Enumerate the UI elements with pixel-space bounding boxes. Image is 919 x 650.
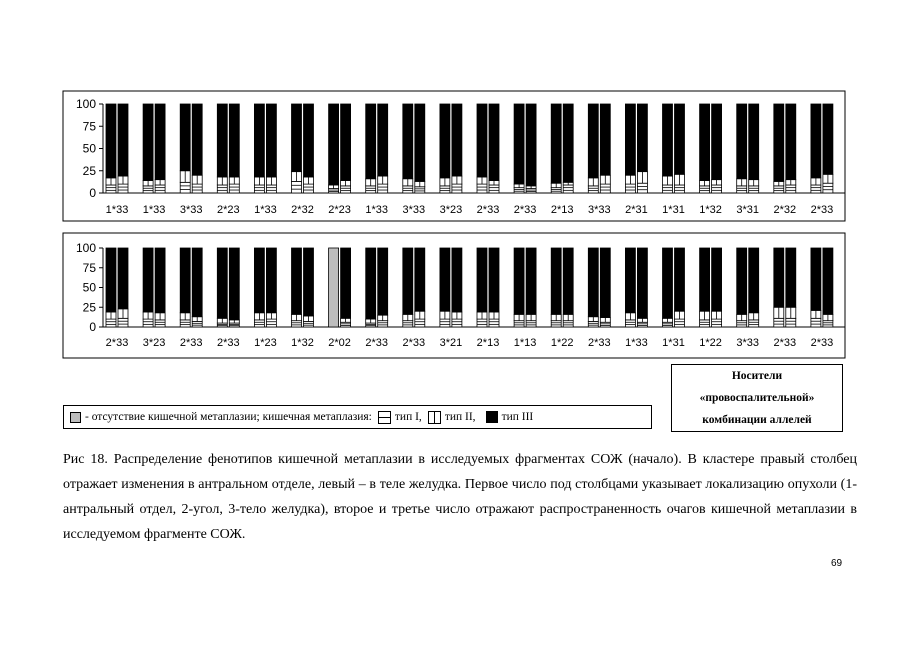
- bar-segment: [143, 248, 153, 312]
- bar-segment: [106, 185, 116, 193]
- y-tick-label: 0: [89, 320, 96, 334]
- bar-segment: [304, 104, 314, 177]
- bar-segment: [440, 186, 450, 193]
- bar-segment: [440, 319, 450, 327]
- category-label: 3*23: [439, 204, 463, 216]
- bar-segment: [229, 104, 239, 177]
- category-label: 2*33: [810, 337, 834, 349]
- bar-segment: [737, 248, 747, 314]
- bar-segment: [588, 104, 598, 178]
- bar-segment: [229, 248, 239, 320]
- category-label: 1*33: [254, 204, 277, 216]
- bar-segment: [712, 248, 722, 311]
- bar-segment: [551, 104, 561, 183]
- bar-segment: [403, 248, 413, 314]
- category-label: 2*02: [328, 337, 351, 349]
- bar-segment: [700, 104, 710, 181]
- bar-segment: [600, 248, 610, 318]
- category-label: 2*13: [550, 204, 574, 216]
- bar-segment: [700, 186, 710, 193]
- bar-segment: [304, 248, 314, 316]
- bar-segment: [663, 322, 673, 327]
- chart-panel-1: [0, 90, 919, 225]
- bar-segment: [551, 321, 561, 327]
- bar-segment: [217, 248, 227, 318]
- bar-segment: [254, 248, 264, 313]
- category-label: 2*33: [105, 337, 129, 349]
- bar-segment: [625, 104, 635, 175]
- bar-segment: [526, 248, 536, 314]
- bar-segment: [143, 186, 153, 193]
- bar-segment: [366, 323, 376, 327]
- bar-segment: [341, 104, 351, 181]
- bar-segment: [378, 104, 388, 176]
- bar-segment: [229, 184, 239, 193]
- bar-segment: [106, 319, 116, 327]
- bar-segment: [514, 104, 524, 184]
- bar-segment: [378, 248, 388, 315]
- category-label: 2*33: [402, 337, 426, 349]
- bar-segment: [563, 248, 573, 314]
- category-label: 2*31: [625, 204, 648, 216]
- carriers-box: [671, 364, 843, 432]
- category-label: 2*33: [773, 337, 797, 349]
- category-label: 2*33: [216, 337, 240, 349]
- bar-segment: [551, 248, 561, 314]
- y-tick-label: 100: [75, 241, 96, 255]
- category-label: 2*33: [513, 204, 537, 216]
- bar-segment: [329, 248, 339, 327]
- bar-segment: [749, 248, 759, 313]
- bar-segment: [366, 248, 376, 319]
- bar-segment: [378, 184, 388, 193]
- bar-segment: [304, 321, 314, 327]
- category-label: 2*13: [476, 337, 500, 349]
- category-label: 1*22: [550, 337, 574, 349]
- bar-segment: [440, 104, 450, 178]
- bar-segment: [378, 321, 388, 327]
- carriers-line-2: «провоспалительной»: [699, 392, 815, 404]
- bar-segment: [143, 319, 153, 327]
- bar-segment: [489, 104, 499, 181]
- bar-segment: [786, 318, 796, 327]
- bar-segment: [774, 318, 784, 327]
- bar-segment: [700, 248, 710, 311]
- bar-segment: [749, 320, 759, 327]
- legend-absent-label: - отсутствие кишечной метаплазии; кишечная метаплазия:: [85, 411, 372, 423]
- bar-segment: [514, 321, 524, 327]
- bar-segment: [663, 104, 673, 176]
- bar-segment: [366, 104, 376, 179]
- category-label: 3*23: [142, 337, 166, 349]
- category-label: 2*32: [773, 204, 797, 216]
- y-tick-label: 25: [82, 163, 96, 178]
- bar-segment: [786, 185, 796, 193]
- chart-panel-2: [0, 232, 919, 364]
- bar-segment: [477, 319, 487, 327]
- bar-segment: [625, 248, 635, 313]
- category-label: 3*33: [587, 204, 611, 216]
- bar-segment: [229, 323, 239, 327]
- bar-segment: [712, 319, 722, 327]
- bar-segment: [106, 248, 116, 312]
- bar-segment: [774, 248, 784, 307]
- category-label: 1*22: [699, 337, 722, 349]
- legend-type2: [428, 411, 476, 424]
- bar-segment: [489, 185, 499, 193]
- bar-segment: [811, 104, 821, 178]
- bar-segment: [588, 248, 598, 317]
- bar-segment: [786, 248, 796, 307]
- y-tick-label: 75: [82, 119, 96, 134]
- carriers-line-3: комбинации аллелей: [702, 414, 812, 426]
- category-label: 3*21: [439, 337, 463, 349]
- bar-segment: [452, 319, 462, 327]
- category-label: 2*33: [587, 337, 611, 349]
- bar-segment: [192, 184, 202, 193]
- y-tick-label: 75: [82, 260, 96, 275]
- type3-swatch: [486, 411, 498, 423]
- y-tick-label: 0: [89, 186, 96, 200]
- bar-segment: [477, 248, 487, 312]
- bar-segment: [774, 186, 784, 193]
- bar-segment: [180, 182, 190, 193]
- bar-segment: [403, 186, 413, 193]
- bar-segment: [700, 320, 710, 327]
- bar-segment: [415, 248, 425, 311]
- bar-segment: [180, 104, 190, 171]
- page-number: 69: [831, 558, 843, 569]
- bar-segment: [749, 186, 759, 193]
- bar-segment: [823, 104, 833, 174]
- bar-segment: [811, 318, 821, 327]
- bar-segment: [712, 185, 722, 193]
- bar-segment: [366, 186, 376, 193]
- legend: [63, 405, 652, 429]
- bar-segment: [341, 186, 351, 193]
- bar-segment: [341, 322, 351, 327]
- bar-segment: [526, 104, 536, 186]
- bar-segment: [143, 104, 153, 181]
- bar-segment: [254, 104, 264, 177]
- category-label: 2*33: [179, 337, 203, 349]
- bar-segment: [737, 186, 747, 193]
- bar-segment: [118, 184, 128, 193]
- bar-segment: [155, 248, 165, 313]
- bar-segment: [180, 320, 190, 327]
- bar-segment: [663, 248, 673, 318]
- bar-segment: [637, 248, 647, 318]
- bar-segment: [637, 322, 647, 327]
- bar-segment: [106, 104, 116, 178]
- bar-segment: [786, 104, 796, 180]
- bar-segment: [266, 248, 276, 313]
- bar-segment: [155, 185, 165, 193]
- bar-segment: [292, 248, 302, 314]
- category-label: 2*23: [216, 204, 240, 216]
- category-label: 1*23: [254, 337, 277, 349]
- bar-segment: [663, 185, 673, 193]
- category-label: 1*33: [142, 204, 166, 216]
- bar-segment: [452, 184, 462, 193]
- category-label: 2*33: [476, 204, 500, 216]
- bar-segment: [811, 248, 821, 310]
- bar-segment: [217, 185, 227, 193]
- absent-swatch: [70, 412, 81, 423]
- bar-segment: [440, 248, 450, 311]
- bar-segment: [600, 322, 610, 327]
- category-label: 3*33: [179, 204, 203, 216]
- bar-segment: [489, 319, 499, 327]
- bar-segment: [588, 186, 598, 193]
- bar-segment: [329, 104, 339, 185]
- bar-segment: [452, 104, 462, 176]
- bar-segment: [118, 104, 128, 176]
- bar-segment: [192, 104, 202, 175]
- bar-segment: [415, 319, 425, 327]
- bar-segment: [625, 184, 635, 193]
- bar-segment: [588, 321, 598, 327]
- bar-segment: [341, 248, 351, 318]
- category-label: 2*33: [810, 204, 834, 216]
- legend-type3: [482, 411, 534, 423]
- category-label: 1*33: [105, 204, 129, 216]
- bar-segment: [329, 189, 339, 193]
- bar-segment: [415, 104, 425, 181]
- figure-caption: Рис 18. Распределение фенотипов кишечной метаплазии в исследуемых фрагментах СОЖ (начало). В кластере правый столбец отражает изменения в антральном отделе, левый – в теле желудка. Первое число под столбцами указывает локализацию опухоли (1-антральный отдел, 2-угол, 3-тело желудка), второе и третье число отражают распространенность очагов кишечной метаплазии в исследуемом фрагменте СОЖ.: [63, 452, 857, 542]
- bar-segment: [415, 187, 425, 193]
- bar-segment: [266, 319, 276, 327]
- category-label: 3*33: [736, 337, 760, 349]
- category-label: 1*32: [291, 337, 314, 349]
- bar-segment: [749, 104, 759, 180]
- bar-segment: [477, 184, 487, 193]
- category-label: 1*31: [662, 337, 685, 349]
- bar-segment: [192, 321, 202, 327]
- bar-segment: [637, 183, 647, 193]
- bar-segment: [526, 321, 536, 327]
- type2-swatch: [428, 411, 441, 424]
- y-tick-label: 50: [82, 280, 96, 295]
- bar-segment: [292, 321, 302, 327]
- bar-segment: [675, 319, 685, 327]
- y-tick-label: 25: [82, 300, 96, 315]
- bar-segment: [292, 181, 302, 193]
- bar-segment: [452, 248, 462, 312]
- bar-segment: [155, 320, 165, 327]
- bar-segment: [180, 248, 190, 313]
- bar-segment: [551, 188, 561, 193]
- legend-type2-label: тип II,: [444, 411, 476, 423]
- category-label: 3*31: [736, 204, 760, 216]
- bar-segment: [675, 104, 685, 174]
- bar-segment: [811, 185, 821, 193]
- legend-type1-label: тип I,: [394, 411, 422, 423]
- bar-segment: [118, 318, 128, 327]
- bar-segment: [823, 183, 833, 193]
- bar-segment: [403, 104, 413, 179]
- bar-segment: [737, 104, 747, 179]
- bar-segment: [526, 189, 536, 193]
- bar-segment: [254, 185, 264, 193]
- bar-segment: [403, 321, 413, 327]
- bar-segment: [563, 104, 573, 182]
- legend-type1: [378, 411, 422, 424]
- bar-segment: [712, 104, 722, 180]
- bar-segment: [823, 321, 833, 327]
- bar-segment: [217, 104, 227, 177]
- bar-segment: [774, 104, 784, 181]
- type1-swatch: [378, 411, 391, 424]
- bar-segment: [737, 321, 747, 327]
- category-label: 2*23: [328, 204, 351, 216]
- bar-segment: [675, 248, 685, 311]
- category-label: 2*32: [291, 204, 314, 216]
- bar-segment: [192, 248, 202, 317]
- bar-segment: [563, 321, 573, 327]
- bar-segment: [600, 104, 610, 175]
- category-label: 1*33: [625, 337, 648, 349]
- bar-segment: [514, 188, 524, 193]
- bar-segment: [637, 104, 647, 172]
- bar-segment: [118, 248, 128, 309]
- bar-segment: [625, 320, 635, 327]
- bar-segment: [823, 248, 833, 314]
- category-label: 1*13: [513, 337, 537, 349]
- bar-segment: [254, 320, 264, 327]
- bar-segment: [563, 185, 573, 193]
- category-label: 2*33: [365, 337, 389, 349]
- bar-segment: [217, 323, 227, 327]
- bar-segment: [675, 185, 685, 193]
- y-tick-label: 100: [75, 97, 96, 111]
- category-label: 1*32: [699, 204, 722, 216]
- category-label: 1*33: [365, 204, 389, 216]
- bar-segment: [155, 104, 165, 180]
- bar-segment: [600, 184, 610, 193]
- bar-segment: [266, 104, 276, 177]
- bar-segment: [292, 104, 302, 172]
- legend-type3-label: тип III: [501, 411, 534, 423]
- y-tick-label: 50: [82, 141, 96, 156]
- bar-segment: [304, 184, 314, 193]
- bar-segment: [477, 104, 487, 177]
- bar-segment: [266, 185, 276, 193]
- bar-segment: [514, 248, 524, 314]
- category-label: 3*33: [402, 204, 426, 216]
- category-label: 1*31: [662, 204, 685, 216]
- bar-segment: [489, 248, 499, 312]
- carriers-line-1: Носители: [731, 370, 783, 382]
